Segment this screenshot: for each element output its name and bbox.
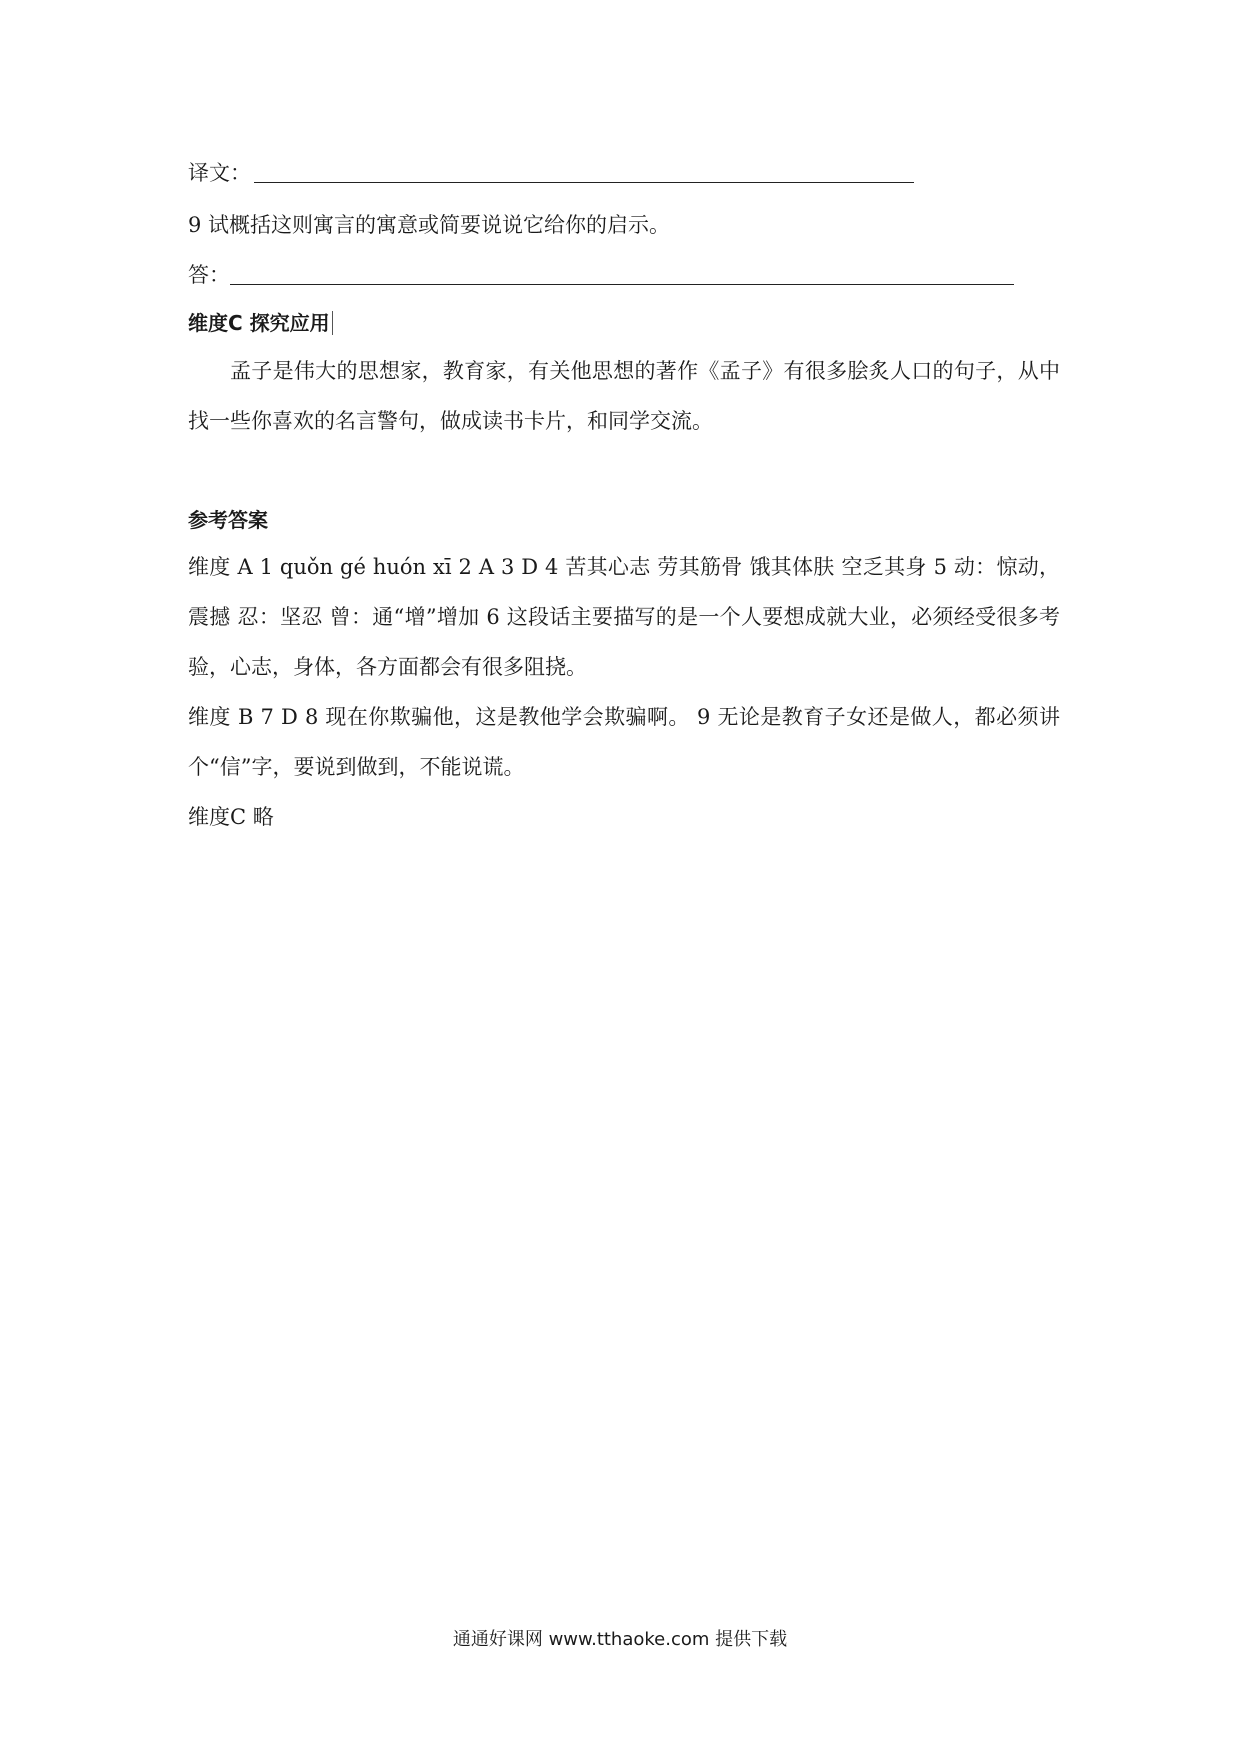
translation-label: 译文： — [188, 161, 251, 185]
answer-dimension-c: 维度C 略 — [188, 805, 274, 829]
answer-line[interactable] — [230, 284, 1014, 285]
dimension-c-heading — [188, 308, 333, 338]
page-footer: 通通好课网 www.tthaoke.com 提供下载 — [452, 1629, 788, 1650]
dimension-c-heading-text: 维度C 探究应用 — [188, 311, 333, 335]
dimension-c-body: 孟子是伟大的思想家，教育家，有关他思想的著作《孟子》有很多脍炙人口的句子，从中找一些你喜欢的名言警句，做成读书卡片，和同学交流。 — [188, 359, 1060, 433]
answer-dimension-b: 维度 B 7 D 8 现在你欺骗他，这是教他学会欺骗啊。 9 无论是教育子女还是做人，都必须讲个“信”字，要说到做到，不能说谎。 — [188, 705, 1060, 779]
answer-dimension-a: 维度 A 1 quǒn gé huón xī 2 A 3 D 4 苦其心志 劳其筋骨 饿其体肤 空乏其身 5 动：惊动，震撼 忍：坚忍 曾：通“增”增加 6 这段话主要描写的是一个人要想成就大业，必须经受很多考验，心志，身体，各方面都会有很多阻挠。 — [188, 555, 1060, 679]
translation-answer-line[interactable] — [254, 182, 914, 183]
answer-label: 答： — [188, 263, 230, 287]
reference-answer-heading: 参考答案 — [188, 508, 268, 532]
question-9: 9 试概括这则寓言的寓意或简要说说它给你的启示。 — [188, 213, 671, 237]
reference-answers — [188, 542, 1060, 842]
